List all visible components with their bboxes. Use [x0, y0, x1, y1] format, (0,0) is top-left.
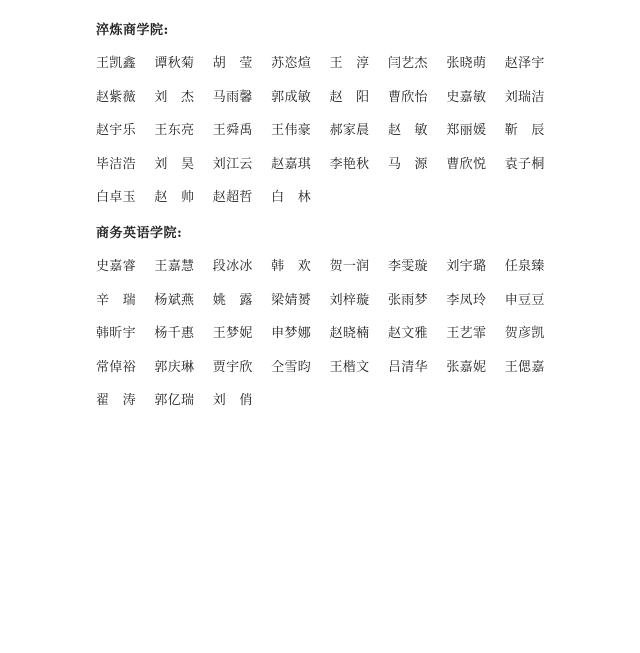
student-name: 赵嘉琪	[271, 156, 312, 172]
college-section-business-english	[96, 225, 616, 426]
student-name: 马雨馨	[212, 89, 253, 105]
student-name: 张嘉妮	[446, 359, 487, 375]
section-title: 商务英语学院:	[96, 226, 183, 241]
student-name: 史嘉敏	[446, 89, 487, 105]
student-name: 刘宇璐	[446, 259, 487, 274]
student-name: 王舜禹	[212, 123, 253, 139]
student-name: 贾宇欣	[212, 359, 253, 375]
student-name: 赵 敏	[387, 123, 428, 139]
student-name: 王 淳	[329, 56, 370, 71]
student-name: 刘 俏	[212, 393, 253, 409]
names-grid	[96, 55, 616, 223]
student-name: 赵 帅	[154, 190, 195, 206]
student-name: 郭庆琳	[154, 359, 195, 375]
student-name: 韩昕宇	[96, 326, 136, 342]
student-name: 贺彦凯	[504, 326, 545, 342]
student-name: 梁婧赟	[271, 292, 312, 308]
student-name: 杨千惠	[154, 326, 195, 342]
student-name: 辛 瑞	[96, 292, 136, 308]
student-name: 王楷文	[329, 359, 370, 375]
student-name: 刘瑞洁	[504, 89, 545, 105]
student-name: 王东亮	[154, 123, 195, 139]
student-name: 闫艺杰	[387, 56, 428, 71]
student-name: 贺一润	[329, 259, 370, 274]
student-name: 袁子桐	[504, 156, 545, 172]
student-name: 仝雪昀	[271, 359, 312, 375]
student-name: 杨斌燕	[154, 292, 195, 308]
student-name: 王偲嘉	[504, 359, 545, 375]
student-name: 郭亿瑞	[154, 393, 195, 409]
student-name: 刘 杰	[154, 89, 195, 105]
student-name: 胡 莹	[212, 56, 253, 71]
student-name: 赵文雅	[387, 326, 428, 342]
student-name: 靳 辰	[504, 123, 545, 139]
student-name: 王凯鑫	[96, 56, 136, 71]
student-name: 苏恣煊	[271, 56, 312, 71]
student-name: 赵超哲	[212, 190, 253, 206]
student-name: 王伟豪	[271, 123, 312, 139]
student-name: 张晓萌	[446, 56, 487, 71]
student-name: 王艺霏	[446, 326, 487, 342]
college-section-cuilian	[96, 22, 616, 223]
student-name: 赵 阳	[329, 89, 370, 105]
student-name: 郭成敏	[271, 89, 312, 105]
student-name: 李凤玲	[446, 292, 487, 308]
student-name: 韩 欢	[271, 259, 312, 274]
names-grid	[96, 258, 616, 426]
student-name: 刘 昊	[154, 156, 195, 172]
student-name: 马 源	[387, 156, 428, 172]
student-name: 谭秋菊	[154, 56, 195, 71]
student-name: 白 林	[271, 190, 312, 206]
student-name: 赵紫薇	[96, 89, 136, 105]
student-name: 李艳秋	[329, 156, 370, 172]
student-name: 郝家晨	[329, 123, 370, 139]
student-name: 曹欣悦	[446, 156, 487, 172]
student-name: 吕清华	[387, 359, 428, 375]
student-name: 毕洁浩	[96, 156, 136, 172]
student-name: 姚 露	[212, 292, 253, 308]
student-name: 赵泽宇	[504, 56, 545, 71]
student-name: 曹欣怡	[387, 89, 428, 105]
student-name: 郑丽媛	[446, 123, 487, 139]
student-name: 任泉臻	[504, 259, 545, 274]
student-name: 申豆豆	[504, 292, 545, 308]
student-name: 史嘉睿	[96, 259, 136, 274]
student-name: 王梦妮	[212, 326, 253, 342]
student-name: 常倬裕	[96, 359, 136, 375]
student-name: 刘江云	[212, 156, 253, 172]
student-name: 赵宇乐	[96, 123, 136, 139]
student-name: 刘梓璇	[329, 292, 370, 308]
student-name: 申梦娜	[271, 326, 312, 342]
student-name: 李雯璇	[387, 259, 428, 274]
student-name: 翟 涛	[96, 393, 136, 409]
student-name: 段冰冰	[212, 259, 253, 274]
student-name: 张雨梦	[387, 292, 428, 308]
section-title: 淬炼商学院:	[96, 23, 169, 38]
student-name: 赵晓楠	[329, 326, 370, 342]
student-name: 王嘉慧	[154, 259, 195, 274]
student-name: 白卓玉	[96, 190, 136, 206]
